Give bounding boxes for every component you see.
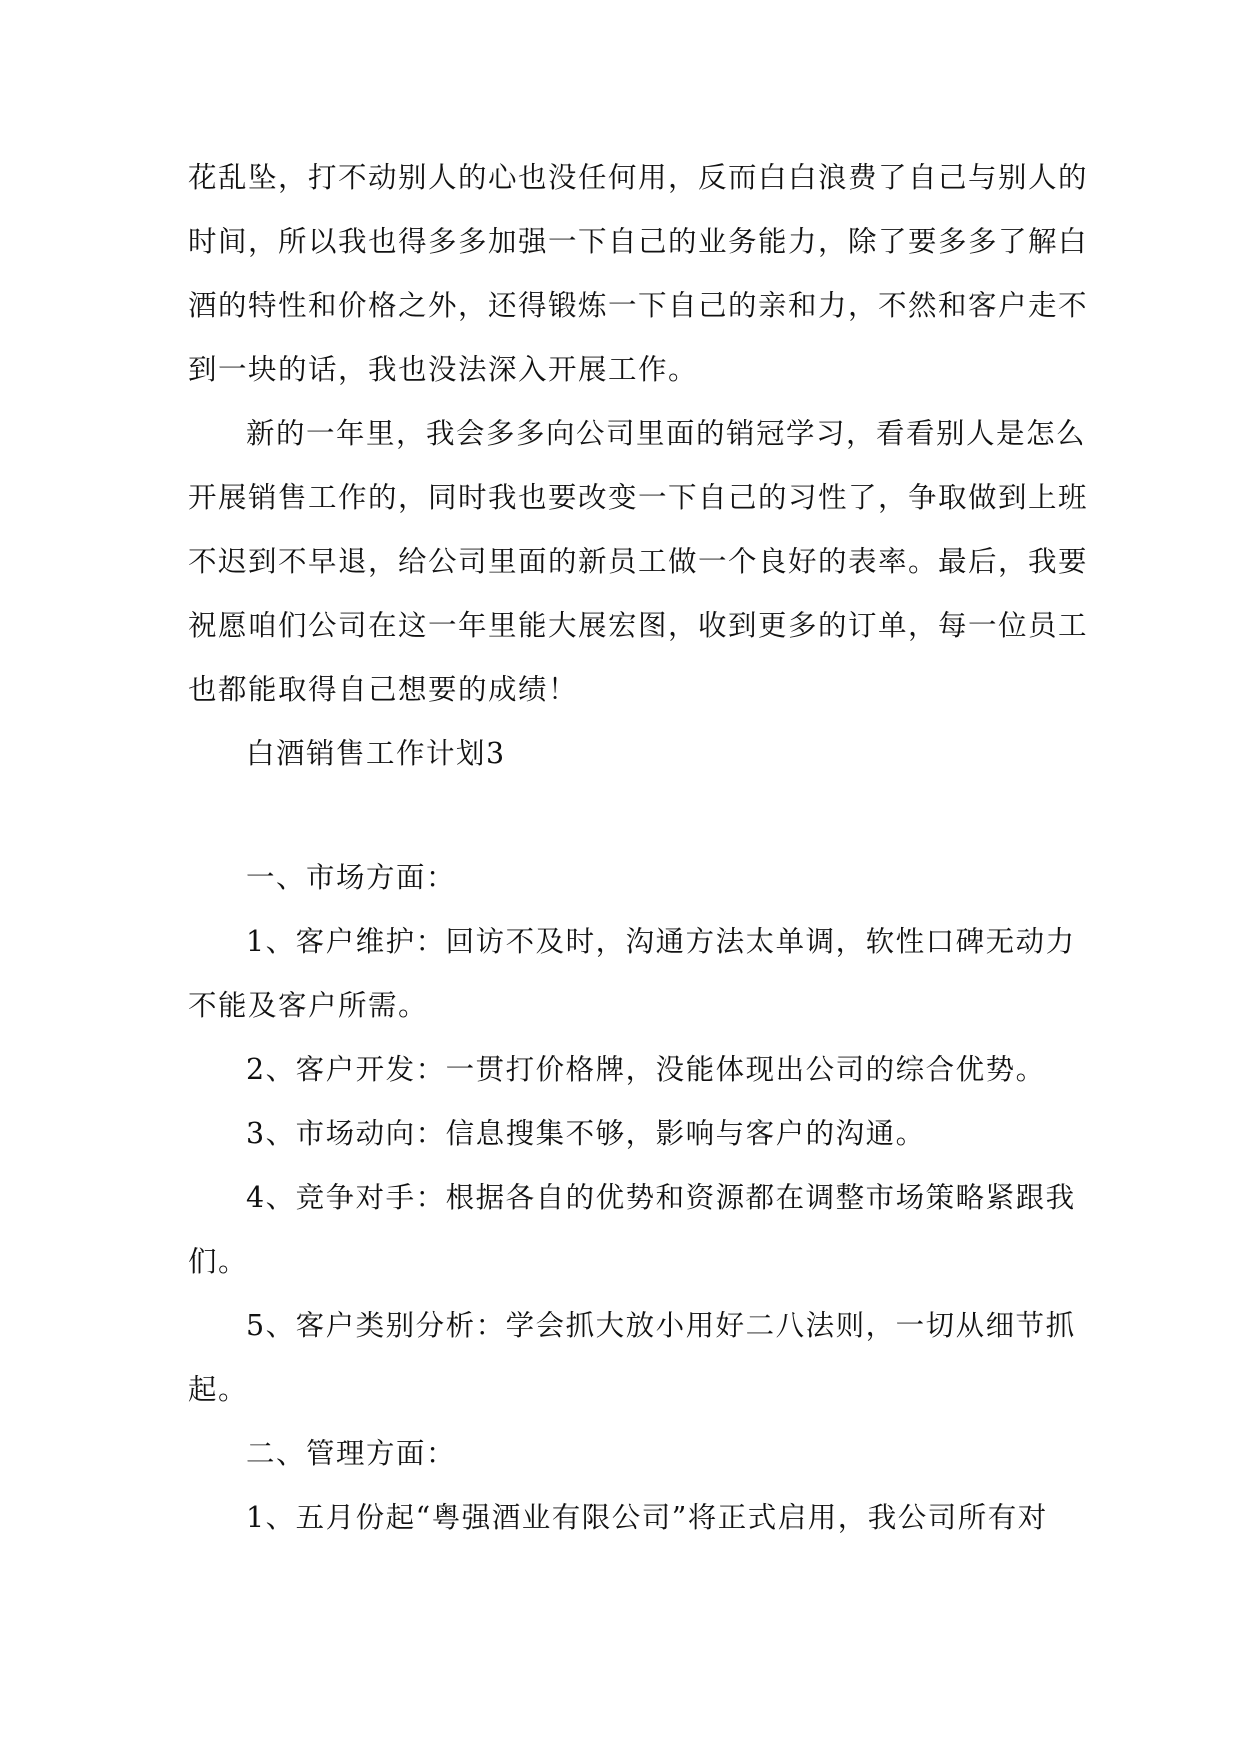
text-line-20: 二、管理方面：	[246, 1437, 457, 1470]
text-line-13: 不能及客户所需。	[188, 989, 429, 1022]
text-line-5: 新的一年里，我会多多向公司里面的销冠学习，看看别人是怎么	[246, 417, 1087, 450]
text-line-14: 2、客户开发：一贯打价格牌，没能体现出公司的综合优势。	[246, 1053, 1046, 1086]
text-line-21: 1、五月份起“粤强酒业有限公司”将正式启用，我公司所有对	[246, 1501, 1048, 1534]
text-line-1: 花乱坠，打不动别人的心也没任何用，反而白白浪费了自己与别人的	[188, 161, 1089, 194]
document-page	[188, 158, 1089, 1538]
text-line-15: 3、市场动向：信息搜集不够，影响与客户的沟通。	[246, 1117, 926, 1150]
text-line-6: 开展销售工作的，同时我也要改变一下自己的习性了，争取做到上班	[188, 481, 1089, 514]
text-line-11: 一、市场方面：	[246, 861, 457, 894]
text-line-16: 4、竞争对手：根据各自的优势和资源都在调整市场策略紧跟我	[246, 1181, 1076, 1214]
text-line-3: 酒的特性和价格之外，还得锻炼一下自己的亲和力，不然和客户走不	[188, 289, 1089, 322]
text-line-9: 也都能取得自己想要的成绩！	[188, 673, 579, 706]
text-line-17: 们。	[188, 1245, 249, 1278]
text-line-7: 不迟到不早退，给公司里面的新员工做一个良好的表率。最后，我要	[188, 545, 1089, 578]
text-line-12: 1、客户维护：回访不及时，沟通方法太单调，软性口碑无动力	[246, 925, 1076, 958]
text-line-8: 祝愿咱们公司在这一年里能大展宏图，收到更多的订单，每一位员工	[188, 609, 1089, 642]
text-line-2: 时间，所以我也得多多加强一下自己的业务能力，除了要多多了解白	[188, 225, 1089, 258]
text-line-4: 到一块的话，我也没法深入开展工作。	[188, 353, 699, 386]
text-line-19: 起。	[188, 1373, 249, 1406]
text-line-18: 5、客户类别分析：学会抓大放小用好二八法则，一切从细节抓	[246, 1309, 1076, 1342]
section-heading: 白酒销售工作计划3	[246, 737, 506, 770]
